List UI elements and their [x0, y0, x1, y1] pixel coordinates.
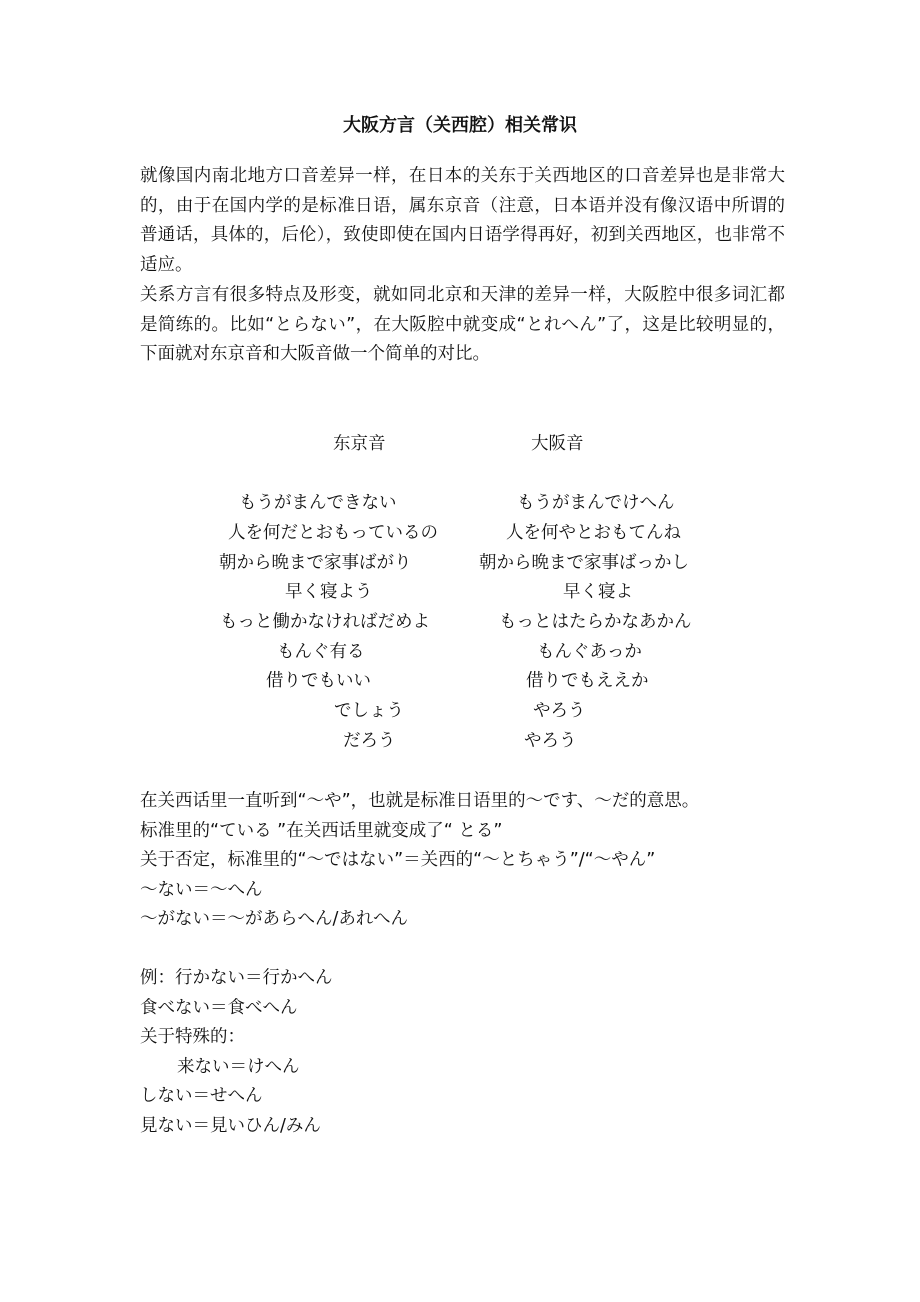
tokyo-phrase: 人を何だとおもっているの — [228, 523, 438, 543]
intro-paragraph: 就像国内南北地方口音差异一样，在日本的关东于关西地区的口音差异也是非常大的，由于在国内学的是标准日语，属东京音（注意，日本语并没有像汉语中所谓的普通话，具体的，后伦），致使即使在国内日语学得再好，初到关西地区，也非常不适应。 — [140, 166, 785, 275]
tokyo-header: 东京音 — [333, 434, 386, 454]
osaka-phrase: 朝から晩まで家事ばっかし — [479, 553, 689, 573]
tokyo-phrase: もんぐ有る — [277, 642, 365, 662]
tokyo-phrase: もっと働かなければだめよ — [220, 612, 430, 632]
note-line: 来ない＝けへん — [177, 1057, 300, 1077]
dialect-paragraph: 关系方言有很多特点及形变，就如同北京和天津的差异一样，大阪腔中很多词汇都是简练的。比如“とらない”，在大阪腔中就变成“とれへん”了，这是比较明显的，下面就对东京音和大阪音做一个简单的对比。 — [140, 285, 785, 365]
osaka-header: 大阪音 — [531, 434, 584, 454]
tokyo-phrase: もうがまんできない — [239, 493, 397, 513]
tokyo-phrase: だろう — [343, 731, 396, 751]
tokyo-phrase: 早く寝よう — [285, 582, 373, 602]
tokyo-phrase: でしょう — [334, 701, 404, 721]
note-line: 例：行かない＝行かへん — [140, 968, 333, 988]
note-line: 在关西话里一直听到“～や”，也就是标准日语里的～です、～だ的意思。 — [140, 791, 700, 811]
note-line: ～がない＝～があらへん/あれへん — [140, 909, 409, 929]
note-line: しない＝せへん — [140, 1086, 263, 1106]
note-line: 关于特殊的： — [140, 1027, 245, 1047]
note-line: 食べない＝食べへん — [140, 998, 298, 1018]
osaka-phrase: 人を何やとおもてんね — [506, 523, 681, 543]
note-line: ～ない＝～へん — [140, 880, 263, 900]
tokyo-phrase: 朝から晩まで家事ばがり — [219, 553, 412, 573]
osaka-phrase: もうがまんでけへん — [517, 493, 675, 513]
osaka-phrase: 早く寝よ — [563, 582, 633, 602]
osaka-phrase: 借りでもええか — [526, 671, 649, 691]
tokyo-phrase: 借りでもいい — [266, 671, 371, 691]
note-line: 标准里的“ている ”在关西话里就变成了“ とる” — [140, 821, 503, 841]
note-line: 見ない＝見いひん/みん — [140, 1116, 321, 1136]
page-title: 大阪方言（关西腔）相关常识 — [343, 115, 577, 136]
osaka-phrase: やろう — [524, 731, 577, 751]
osaka-phrase: もんぐあっか — [537, 642, 642, 662]
osaka-phrase: もっとはたらかなあかん — [499, 612, 692, 632]
note-line: 关于否定，标准里的“～ではない”＝关西的“～とちゃう”/“～やん” — [140, 850, 656, 870]
osaka-phrase: やろう — [533, 701, 586, 721]
